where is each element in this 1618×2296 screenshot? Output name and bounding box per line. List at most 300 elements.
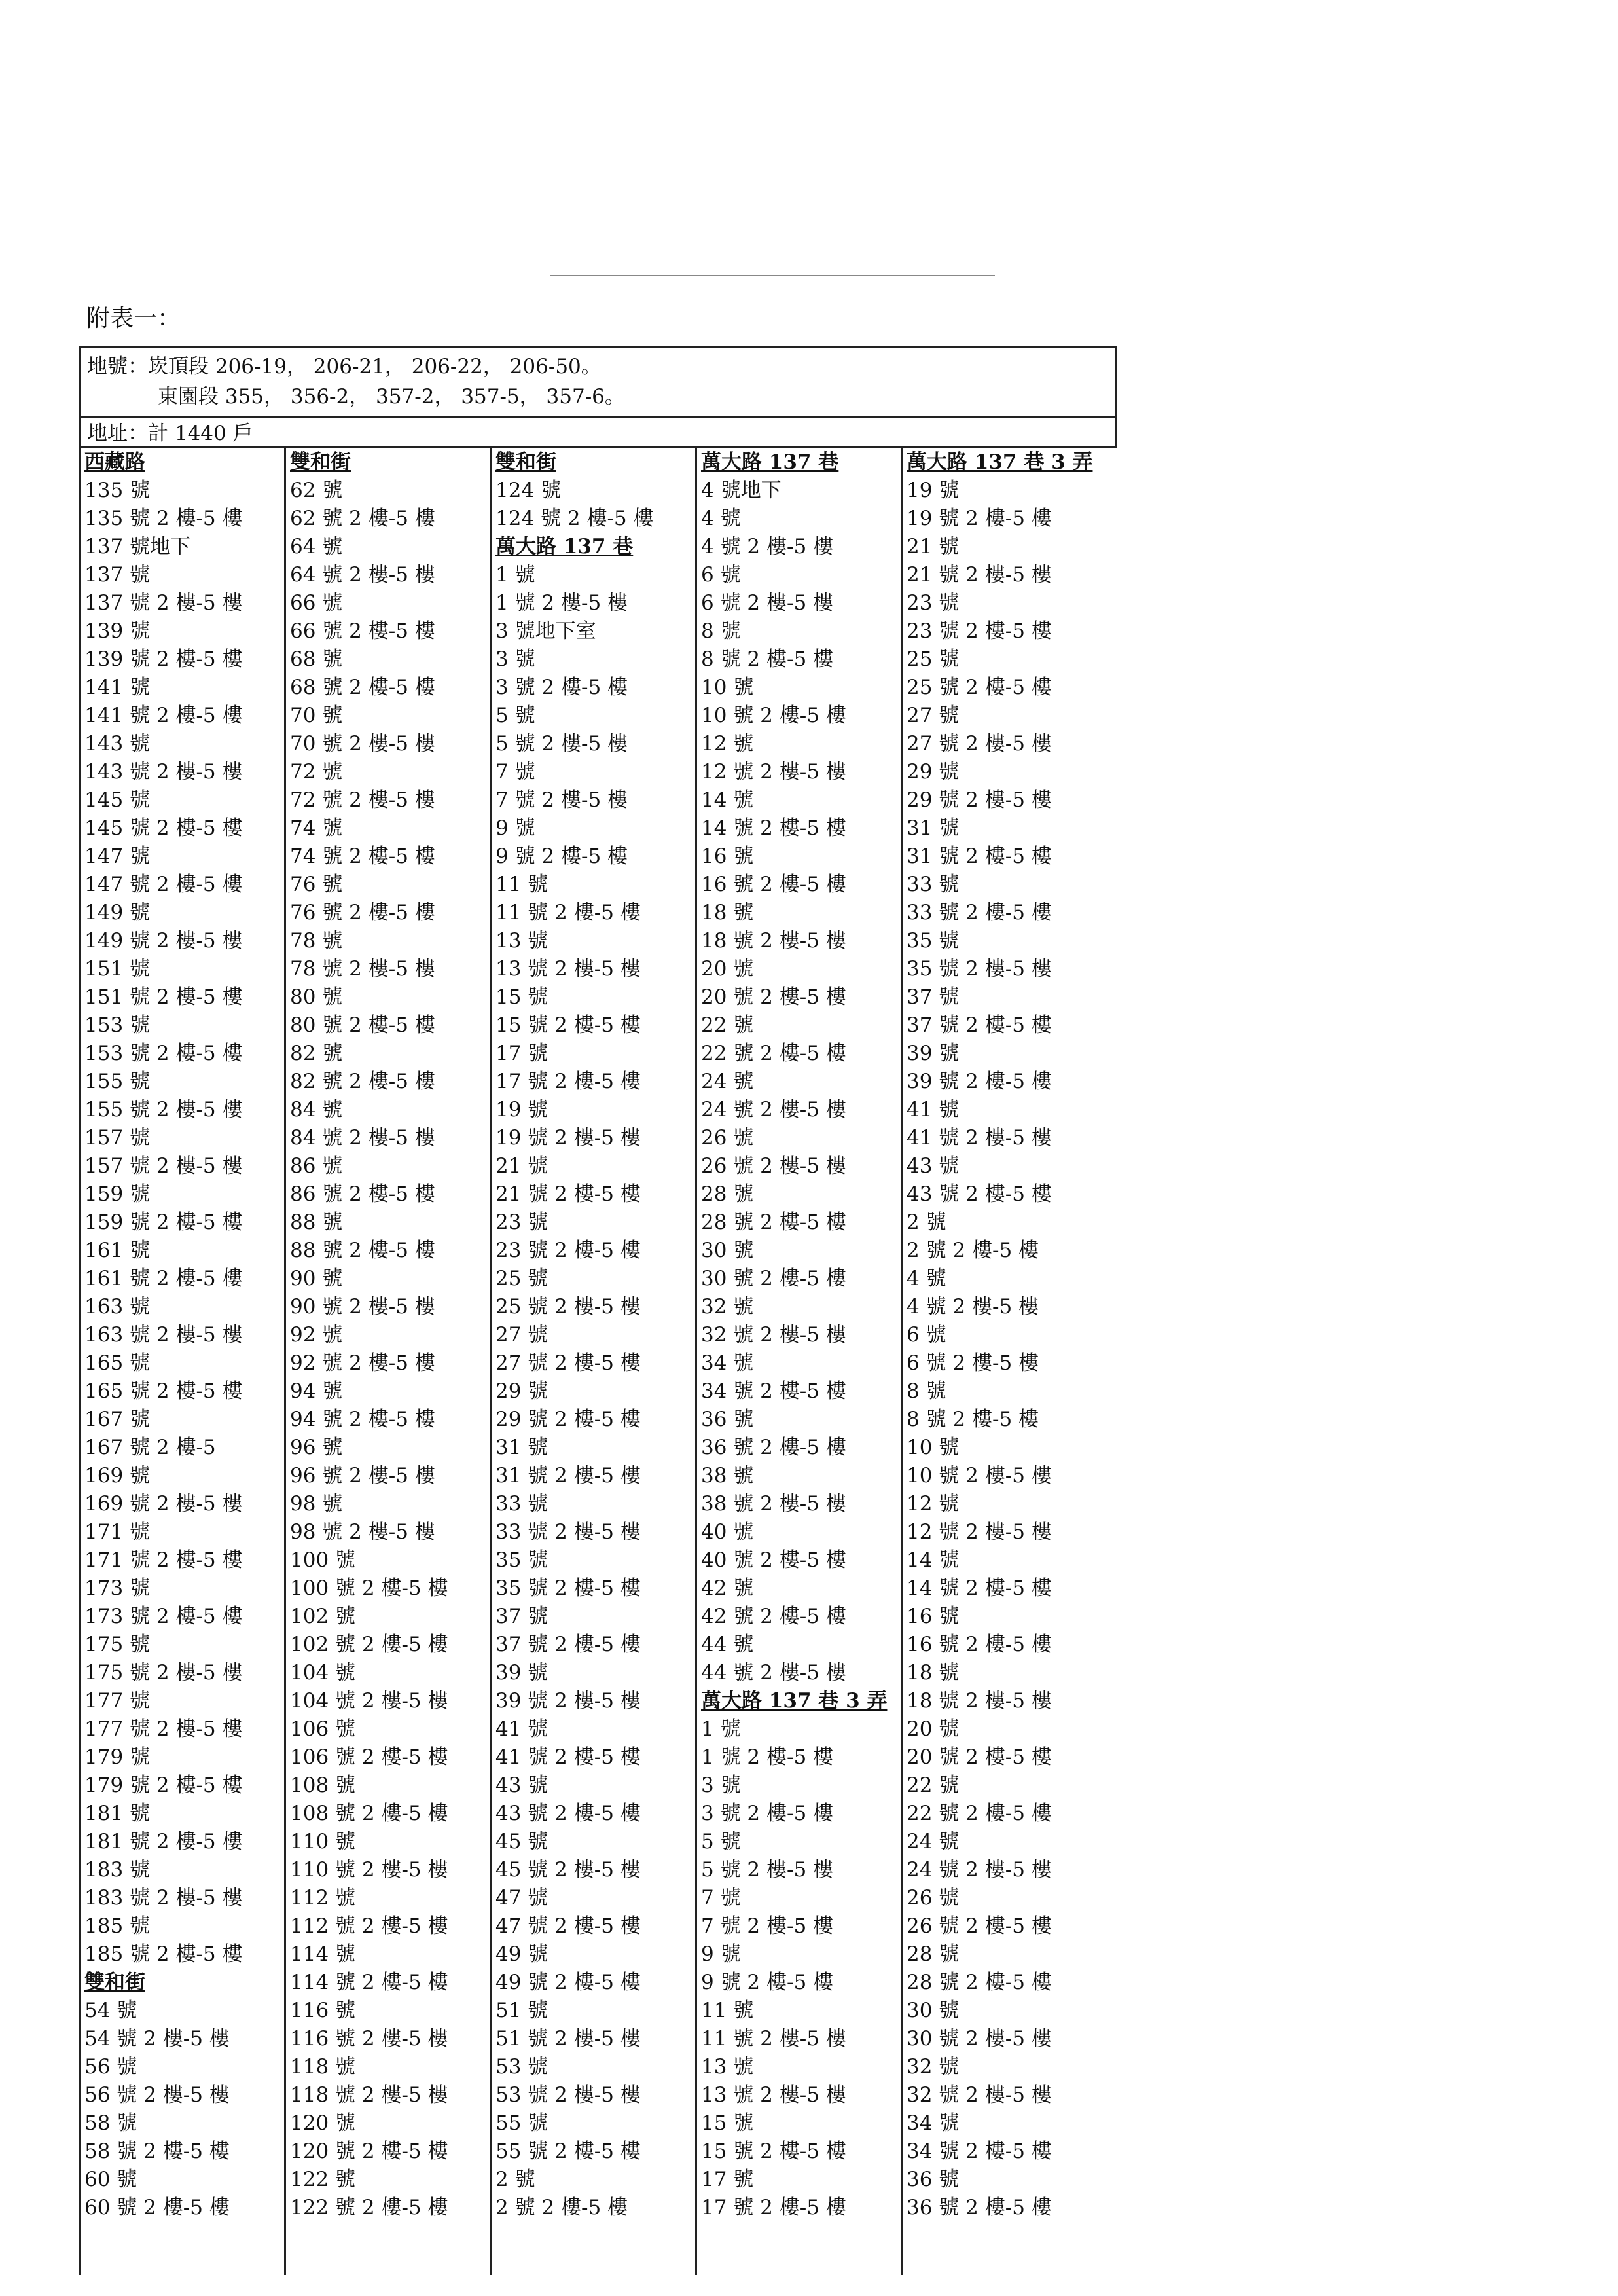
address-entry: 86 號 2 樓-5 樓 — [290, 1182, 435, 1206]
address-entry: 88 號 2 樓-5 樓 — [290, 1239, 435, 1262]
land-number-line-2: 東園段 355， 356-2， 357-2， 357-5， 357-6。 — [158, 385, 625, 409]
address-entry: 2 號 — [907, 1211, 946, 1234]
address-entry: 147 號 2 樓-5 樓 — [84, 873, 243, 896]
address-entry: 43 號 2 樓-5 樓 — [495, 1802, 641, 1825]
address-entry: 78 號 — [290, 929, 343, 953]
address-entry: 62 號 2 樓-5 樓 — [290, 507, 435, 530]
address-entry: 24 號 2 樓-5 樓 — [701, 1098, 846, 1121]
address-entry: 2 號 2 樓-5 樓 — [495, 2196, 628, 2219]
address-entry: 157 號 2 樓-5 樓 — [84, 1154, 243, 1178]
address-entry: 29 號 — [495, 1379, 548, 1403]
address-entry: 72 號 — [290, 760, 343, 784]
address-entry: 141 號 2 樓-5 樓 — [84, 704, 243, 727]
address-entry: 24 號 — [701, 1070, 754, 1093]
address-entry: 28 號 — [701, 1182, 754, 1206]
address-entry: 15 號 2 樓-5 樓 — [495, 1013, 641, 1037]
address-entry: 25 號 2 樓-5 樓 — [907, 676, 1052, 699]
address-entry: 14 號 2 樓-5 樓 — [701, 816, 846, 840]
address-entry: 165 號 2 樓-5 樓 — [84, 1379, 243, 1403]
address-entry: 116 號 — [290, 1999, 356, 2022]
address-entry: 31 號 2 樓-5 樓 — [907, 845, 1052, 868]
address-entry: 104 號 2 樓-5 樓 — [290, 1689, 448, 1713]
address-entry: 37 號 — [495, 1605, 548, 1628]
address-entry: 49 號 2 樓-5 樓 — [495, 1971, 641, 1994]
address-column-2 — [286, 448, 492, 2275]
address-entry: 175 號 — [84, 1633, 151, 1656]
address-entry: 185 號 — [84, 1914, 151, 1938]
address-entry: 42 號 — [701, 1576, 754, 1600]
address-entry: 143 號 2 樓-5 樓 — [84, 760, 243, 784]
address-entry: 167 號 — [84, 1408, 151, 1431]
address-entry: 20 號 2 樓-5 樓 — [907, 1745, 1052, 1769]
address-entry: 151 號 — [84, 957, 151, 981]
address-entry: 18 號 2 樓-5 樓 — [701, 929, 846, 953]
land-number-box — [79, 346, 1117, 418]
page-title: 附表一： — [86, 305, 181, 332]
address-entry: 39 號 — [907, 1042, 960, 1065]
address-entry: 16 號 2 樓-5 樓 — [907, 1633, 1052, 1656]
address-entry: 45 號 2 樓-5 樓 — [495, 1858, 641, 1882]
address-entry: 151 號 2 樓-5 樓 — [84, 985, 243, 1009]
address-entry: 68 號 — [290, 647, 343, 671]
address-entry: 7 號 2 樓-5 樓 — [495, 788, 628, 812]
address-entry: 98 號 2 樓-5 樓 — [290, 1520, 435, 1544]
address-entry: 60 號 — [84, 2168, 137, 2191]
address-entry: 82 號 — [290, 1042, 343, 1065]
address-entry: 42 號 2 樓-5 樓 — [701, 1605, 846, 1628]
address-entry: 35 號 — [495, 1548, 548, 1572]
address-entry: 23 號 — [495, 1211, 548, 1234]
address-entry: 122 號 2 樓-5 樓 — [290, 2196, 448, 2219]
address-entry: 12 號 2 樓-5 樓 — [907, 1520, 1052, 1544]
address-entry: 28 號 2 樓-5 樓 — [907, 1971, 1052, 1994]
address-columns — [79, 448, 1119, 2275]
address-entry: 78 號 2 樓-5 樓 — [290, 957, 435, 981]
address-entry: 8 號 2 樓-5 樓 — [907, 1408, 1039, 1431]
street-heading: 萬大路 137 巷 — [701, 450, 839, 474]
address-entry: 62 號 — [290, 479, 343, 502]
address-entry: 6 號 — [701, 563, 741, 587]
address-entry: 36 號 2 樓-5 樓 — [701, 1436, 846, 1459]
address-entry: 19 號 — [495, 1098, 548, 1121]
address-entry: 26 號 2 樓-5 樓 — [907, 1914, 1052, 1938]
address-entry: 70 號 2 樓-5 樓 — [290, 732, 435, 756]
address-entry: 3 號 2 樓-5 樓 — [495, 676, 628, 699]
address-entry: 39 號 — [495, 1661, 548, 1685]
address-entry: 82 號 2 樓-5 樓 — [290, 1070, 435, 1093]
address-entry: 163 號 — [84, 1295, 151, 1319]
address-table — [79, 346, 1119, 2277]
address-entry: 56 號 — [84, 2055, 137, 2079]
address-entry: 80 號 2 樓-5 樓 — [290, 1013, 435, 1037]
address-entry: 2 號 2 樓-5 樓 — [907, 1239, 1039, 1262]
address-entry: 21 號 — [907, 535, 960, 558]
address-entry: 18 號 2 樓-5 樓 — [907, 1689, 1052, 1713]
address-entry: 38 號 2 樓-5 樓 — [701, 1492, 846, 1516]
address-entry: 102 號 2 樓-5 樓 — [290, 1633, 448, 1656]
address-entry: 86 號 — [290, 1154, 343, 1178]
address-entry: 118 號 2 樓-5 樓 — [290, 2083, 448, 2107]
address-entry: 40 號 — [701, 1520, 754, 1544]
address-entry: 4 號 2 樓-5 樓 — [907, 1295, 1039, 1319]
address-entry: 32 號 2 樓-5 樓 — [907, 2083, 1052, 2107]
address-entry: 20 號 — [701, 957, 754, 981]
address-entry: 135 號 2 樓-5 樓 — [84, 507, 243, 530]
address-entry: 26 號 2 樓-5 樓 — [701, 1154, 846, 1178]
address-entry: 110 號 — [290, 1830, 356, 1853]
address-entry: 41 號 — [495, 1717, 548, 1741]
address-entry: 102 號 — [290, 1605, 356, 1628]
address-entry: 84 號 2 樓-5 樓 — [290, 1126, 435, 1150]
address-entry: 159 號 — [84, 1182, 151, 1206]
scan-mark — [550, 275, 995, 276]
address-entry: 29 號 2 樓-5 樓 — [907, 788, 1052, 812]
address-entry: 183 號 — [84, 1858, 151, 1882]
address-entry: 153 號 — [84, 1013, 151, 1037]
address-entry: 12 號 — [907, 1492, 960, 1516]
address-entry: 106 號 2 樓-5 樓 — [290, 1745, 448, 1769]
address-entry: 4 號 — [701, 507, 741, 530]
street-heading: 雙和街 — [84, 1971, 145, 1994]
address-entry: 19 號 2 樓-5 樓 — [495, 1126, 641, 1150]
address-entry: 27 號 2 樓-5 樓 — [907, 732, 1052, 756]
address-entry: 10 號 2 樓-5 樓 — [701, 704, 846, 727]
address-entry: 11 號 2 樓-5 樓 — [495, 901, 641, 924]
address-entry: 38 號 — [701, 1464, 754, 1487]
address-entry: 53 號 2 樓-5 樓 — [495, 2083, 641, 2107]
address-entry: 4 號 — [907, 1267, 946, 1290]
address-entry: 33 號 2 樓-5 樓 — [907, 901, 1052, 924]
address-entry: 112 號 — [290, 1886, 356, 1910]
address-entry: 44 號 2 樓-5 樓 — [701, 1661, 846, 1685]
address-entry: 21 號 2 樓-5 樓 — [495, 1182, 641, 1206]
address-entry: 23 號 — [907, 591, 960, 615]
address-entry: 137 號 — [84, 563, 151, 587]
address-entry: 13 號 2 樓-5 樓 — [495, 957, 641, 981]
address-entry: 1 號 2 樓-5 樓 — [701, 1745, 834, 1769]
address-entry: 53 號 — [495, 2055, 548, 2079]
address-entry: 106 號 — [290, 1717, 356, 1741]
address-entry: 43 號 — [495, 1774, 548, 1797]
address-entry: 5 號 — [701, 1830, 741, 1853]
address-entry: 135 號 — [84, 479, 151, 502]
address-entry: 13 號 — [701, 2055, 754, 2079]
address-entry: 55 號 2 樓-5 樓 — [495, 2140, 641, 2163]
address-entry: 45 號 — [495, 1830, 548, 1853]
address-entry: 17 號 2 樓-5 樓 — [701, 2196, 846, 2219]
address-column-5 — [903, 448, 1108, 2275]
address-entry: 118 號 — [290, 2055, 356, 2079]
address-entry: 27 號 2 樓-5 樓 — [495, 1351, 641, 1375]
address-entry: 17 號 — [701, 2168, 754, 2191]
address-column-3 — [492, 448, 697, 2275]
address-entry: 84 號 — [290, 1098, 343, 1121]
address-entry: 26 號 — [907, 1886, 960, 1910]
address-entry: 181 號 — [84, 1802, 151, 1825]
address-entry: 112 號 2 樓-5 樓 — [290, 1914, 448, 1938]
address-entry: 169 號 2 樓-5 樓 — [84, 1492, 243, 1516]
address-entry: 44 號 — [701, 1633, 754, 1656]
address-entry: 72 號 2 樓-5 樓 — [290, 788, 435, 812]
address-entry: 1 號 — [701, 1717, 741, 1741]
address-entry: 21 號 — [495, 1154, 548, 1178]
address-entry: 47 號 2 樓-5 樓 — [495, 1914, 641, 1938]
address-entry: 177 號 2 樓-5 樓 — [84, 1717, 243, 1741]
address-entry: 147 號 — [84, 845, 151, 868]
address-entry: 34 號 2 樓-5 樓 — [701, 1379, 846, 1403]
address-entry: 23 號 2 樓-5 樓 — [495, 1239, 641, 1262]
address-entry: 15 號 — [495, 985, 548, 1009]
address-entry: 23 號 2 樓-5 樓 — [907, 619, 1052, 643]
address-column-1 — [81, 448, 286, 2275]
address-entry: 10 號 2 樓-5 樓 — [907, 1464, 1052, 1487]
address-entry: 5 號 2 樓-5 樓 — [495, 732, 628, 756]
address-entry: 54 號 — [84, 1999, 137, 2022]
address-entry: 8 號 — [701, 619, 741, 643]
address-entry: 36 號 — [907, 2168, 960, 2191]
address-entry: 16 號 2 樓-5 樓 — [701, 873, 846, 896]
address-entry: 31 號 — [907, 816, 960, 840]
address-entry: 9 號 — [701, 1942, 741, 1966]
address-entry: 26 號 — [701, 1126, 754, 1150]
address-entry: 11 號 — [495, 873, 548, 896]
address-entry: 22 號 — [907, 1774, 960, 1797]
address-entry: 92 號 — [290, 1323, 343, 1347]
address-entry: 15 號 — [701, 2111, 754, 2135]
address-entry: 145 號 — [84, 788, 151, 812]
address-entry: 51 號 2 樓-5 樓 — [495, 2027, 641, 2050]
address-entry: 3 號 — [701, 1774, 741, 1797]
address-entry: 29 號 2 樓-5 樓 — [495, 1408, 641, 1431]
address-entry: 55 號 — [495, 2111, 548, 2135]
address-entry: 68 號 2 樓-5 樓 — [290, 676, 435, 699]
address-entry: 88 號 — [290, 1211, 343, 1234]
address-entry: 64 號 — [290, 535, 343, 558]
address-entry: 22 號 2 樓-5 樓 — [701, 1042, 846, 1065]
address-entry: 37 號 2 樓-5 樓 — [907, 1013, 1052, 1037]
street-heading: 雙和街 — [495, 450, 556, 474]
address-entry: 4 號地下 — [701, 479, 782, 502]
address-entry: 16 號 — [701, 845, 754, 868]
address-entry: 167 號 2 樓-5 — [84, 1436, 216, 1459]
address-entry: 21 號 2 樓-5 樓 — [907, 563, 1052, 587]
address-entry: 24 號 2 樓-5 樓 — [907, 1858, 1052, 1882]
address-entry: 29 號 — [907, 760, 960, 784]
address-entry: 161 號 2 樓-5 樓 — [84, 1267, 243, 1290]
address-entry: 28 號 2 樓-5 樓 — [701, 1211, 846, 1234]
address-entry: 31 號 — [495, 1436, 548, 1459]
address-entry: 171 號 — [84, 1520, 151, 1544]
address-entry: 22 號 — [701, 1013, 754, 1037]
address-entry: 12 號 — [701, 732, 754, 756]
address-entry: 1 號 2 樓-5 樓 — [495, 591, 628, 615]
address-entry: 28 號 — [907, 1942, 960, 1966]
address-entry: 96 號 2 樓-5 樓 — [290, 1464, 435, 1487]
address-entry: 7 號 2 樓-5 樓 — [701, 1914, 834, 1938]
address-entry: 33 號 — [495, 1492, 548, 1516]
address-entry: 173 號 2 樓-5 樓 — [84, 1605, 243, 1628]
address-entry: 25 號 — [907, 647, 960, 671]
address-entry: 7 號 — [701, 1886, 741, 1910]
address-entry: 175 號 2 樓-5 樓 — [84, 1661, 243, 1685]
address-entry: 94 號 — [290, 1379, 343, 1403]
address-entry: 20 號 — [907, 1717, 960, 1741]
address-entry: 17 號 — [495, 1042, 548, 1065]
address-entry: 165 號 — [84, 1351, 151, 1375]
address-entry: 3 號地下室 — [495, 619, 596, 643]
address-entry: 76 號 — [290, 873, 343, 896]
address-entry: 80 號 — [290, 985, 343, 1009]
address-entry: 74 號 2 樓-5 樓 — [290, 845, 435, 868]
address-entry: 108 號 2 樓-5 樓 — [290, 1802, 448, 1825]
address-entry: 5 號 2 樓-5 樓 — [701, 1858, 834, 1882]
address-entry: 27 號 — [907, 704, 960, 727]
address-entry: 31 號 2 樓-5 樓 — [495, 1464, 641, 1487]
street-heading: 雙和街 — [290, 450, 351, 474]
address-entry: 13 號 2 樓-5 樓 — [701, 2083, 846, 2107]
address-entry: 11 號 2 樓-5 樓 — [701, 2027, 846, 2050]
address-entry: 14 號 — [907, 1548, 960, 1572]
land-number-line-1: 地號：崁頂段 206-19， 206-21， 206-22， 206-50。 — [87, 355, 602, 378]
address-entry: 159 號 2 樓-5 樓 — [84, 1211, 243, 1234]
street-heading: 萬大路 137 巷 3 弄 — [701, 1689, 888, 1713]
address-entry: 6 號 2 樓-5 樓 — [701, 591, 834, 615]
address-entry: 34 號 — [701, 1351, 754, 1375]
address-entry: 2 號 — [495, 2168, 535, 2191]
address-entry: 33 號 2 樓-5 樓 — [495, 1520, 641, 1544]
address-entry: 32 號 — [907, 2055, 960, 2079]
address-entry: 18 號 — [907, 1661, 960, 1685]
address-entry: 58 號 2 樓-5 樓 — [84, 2140, 230, 2163]
address-entry: 8 號 2 樓-5 樓 — [701, 647, 834, 671]
address-entry: 124 號 — [495, 479, 562, 502]
address-entry: 19 號 — [907, 479, 960, 502]
address-entry: 157 號 — [84, 1126, 151, 1150]
address-entry: 8 號 — [907, 1379, 946, 1403]
address-entry: 74 號 — [290, 816, 343, 840]
address-entry: 124 號 2 樓-5 樓 — [495, 507, 654, 530]
address-entry: 54 號 2 樓-5 樓 — [84, 2027, 230, 2050]
address-entry: 64 號 2 樓-5 樓 — [290, 563, 435, 587]
street-heading: 西藏路 — [84, 450, 145, 474]
address-entry: 22 號 2 樓-5 樓 — [907, 1802, 1052, 1825]
address-entry: 30 號 — [701, 1239, 754, 1262]
address-entry: 41 號 2 樓-5 樓 — [907, 1126, 1052, 1150]
address-count-box: 地址：計 1440 戶 — [79, 416, 1117, 448]
address-entry: 60 號 2 樓-5 樓 — [84, 2196, 230, 2219]
address-entry: 39 號 2 樓-5 樓 — [907, 1070, 1052, 1093]
address-entry: 177 號 — [84, 1689, 151, 1713]
address-entry: 25 號 2 樓-5 樓 — [495, 1295, 641, 1319]
address-entry: 100 號 2 樓-5 樓 — [290, 1576, 448, 1600]
address-entry: 90 號 — [290, 1267, 343, 1290]
address-entry: 18 號 — [701, 901, 754, 924]
address-entry: 17 號 2 樓-5 樓 — [495, 1070, 641, 1093]
address-entry: 16 號 — [907, 1605, 960, 1628]
address-entry: 4 號 2 樓-5 樓 — [701, 535, 834, 558]
address-entry: 47 號 — [495, 1886, 548, 1910]
address-entry: 30 號 2 樓-5 樓 — [701, 1267, 846, 1290]
address-entry: 49 號 — [495, 1942, 548, 1966]
address-entry: 12 號 2 樓-5 樓 — [701, 760, 846, 784]
address-entry: 169 號 — [84, 1464, 151, 1487]
address-entry: 66 號 2 樓-5 樓 — [290, 619, 435, 643]
address-entry: 94 號 2 樓-5 樓 — [290, 1408, 435, 1431]
address-entry: 179 號 — [84, 1745, 151, 1769]
address-entry: 155 號 — [84, 1070, 151, 1093]
address-entry: 34 號 — [907, 2111, 960, 2135]
address-entry: 5 號 — [495, 704, 535, 727]
address-entry: 110 號 2 樓-5 樓 — [290, 1858, 448, 1882]
address-entry: 39 號 2 樓-5 樓 — [495, 1689, 641, 1713]
address-entry: 41 號 — [907, 1098, 960, 1121]
address-entry: 96 號 — [290, 1436, 343, 1459]
address-column-4 — [697, 448, 903, 2275]
address-entry: 36 號 2 樓-5 樓 — [907, 2196, 1052, 2219]
address-entry: 7 號 — [495, 760, 535, 784]
address-entry: 43 號 2 樓-5 樓 — [907, 1182, 1052, 1206]
address-entry: 56 號 2 樓-5 樓 — [84, 2083, 230, 2107]
address-entry: 181 號 2 樓-5 樓 — [84, 1830, 243, 1853]
address-entry: 51 號 — [495, 1999, 548, 2022]
address-entry: 137 號地下 — [84, 535, 191, 558]
address-entry: 32 號 2 樓-5 樓 — [701, 1323, 846, 1347]
address-entry: 120 號 2 樓-5 樓 — [290, 2140, 448, 2163]
address-entry: 120 號 — [290, 2111, 356, 2135]
address-entry: 104 號 — [290, 1661, 356, 1685]
address-entry: 161 號 — [84, 1239, 151, 1262]
address-entry: 25 號 — [495, 1267, 548, 1290]
address-entry: 141 號 — [84, 676, 151, 699]
street-heading: 萬大路 137 巷 — [495, 535, 634, 558]
address-entry: 33 號 — [907, 873, 960, 896]
address-entry: 1 號 — [495, 563, 535, 587]
address-entry: 70 號 — [290, 704, 343, 727]
address-entry: 35 號 — [907, 929, 960, 953]
address-entry: 14 號 2 樓-5 樓 — [907, 1576, 1052, 1600]
address-entry: 10 號 — [907, 1436, 960, 1459]
address-entry: 27 號 — [495, 1323, 548, 1347]
address-entry: 3 號 2 樓-5 樓 — [701, 1802, 834, 1825]
address-entry: 116 號 2 樓-5 樓 — [290, 2027, 448, 2050]
address-entry: 145 號 2 樓-5 樓 — [84, 816, 243, 840]
address-entry: 20 號 2 樓-5 樓 — [701, 985, 846, 1009]
address-entry: 37 號 2 樓-5 樓 — [495, 1633, 641, 1656]
address-entry: 11 號 — [701, 1999, 754, 2022]
address-entry: 155 號 2 樓-5 樓 — [84, 1098, 243, 1121]
address-entry: 32 號 — [701, 1295, 754, 1319]
address-entry: 34 號 2 樓-5 樓 — [907, 2140, 1052, 2163]
street-heading: 萬大路 137 巷 3 弄 — [907, 450, 1093, 474]
address-entry: 15 號 2 樓-5 樓 — [701, 2140, 846, 2163]
address-entry: 114 號 — [290, 1942, 356, 1966]
address-entry: 19 號 2 樓-5 樓 — [907, 507, 1052, 530]
address-entry: 10 號 — [701, 676, 754, 699]
address-entry: 139 號 2 樓-5 樓 — [84, 647, 243, 671]
address-entry: 173 號 — [84, 1576, 151, 1600]
address-entry: 137 號 2 樓-5 樓 — [84, 591, 243, 615]
address-entry: 36 號 — [701, 1408, 754, 1431]
address-entry: 92 號 2 樓-5 樓 — [290, 1351, 435, 1375]
address-entry: 3 號 — [495, 647, 535, 671]
address-entry: 114 號 2 樓-5 樓 — [290, 1971, 448, 1994]
address-entry: 35 號 2 樓-5 樓 — [495, 1576, 641, 1600]
address-entry: 163 號 2 樓-5 樓 — [84, 1323, 243, 1347]
address-entry: 100 號 — [290, 1548, 356, 1572]
address-entry: 30 號 — [907, 1999, 960, 2022]
address-entry: 149 號 2 樓-5 樓 — [84, 929, 243, 953]
address-entry: 30 號 2 樓-5 樓 — [907, 2027, 1052, 2050]
